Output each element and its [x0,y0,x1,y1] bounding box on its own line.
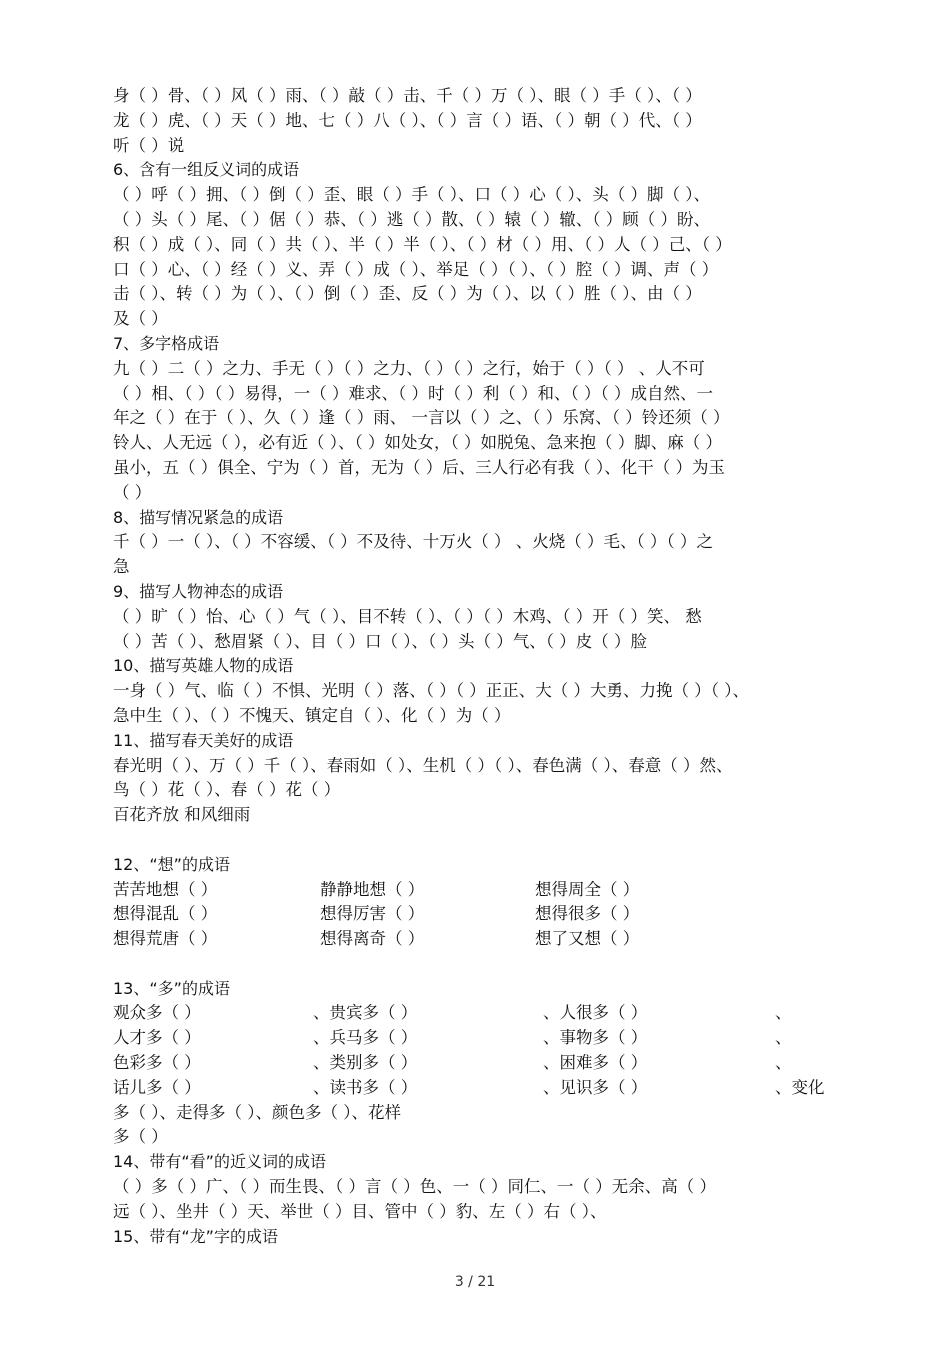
fill-in-item: 、贵宾多（ ） [313,1003,418,1023]
text-line: 一身（ ）气、临（ ）不惧、光明（ ）落、（ ）（ ）正正、大（ ）大勇、力挽（ ）（ ）、 [113,681,749,701]
page-number: 3 / 21 [454,1274,496,1290]
section-13-row [113,1051,837,1076]
fill-in-item: 、 [775,1003,792,1023]
fill-in-item: 、困难多（ ） [543,1053,648,1073]
section-12-title: 12、“想”的成语 [113,854,230,874]
idiom-list [113,84,837,828]
section-12-row [113,878,837,903]
spacer [113,828,837,853]
text-line: 鸟（ ）花（ ）、春（ ）花（ ） [113,780,341,800]
section-13-row [113,1001,837,1026]
fill-in-item: 人才多（ ） [113,1028,201,1048]
text-line: 虽小，五（ ）俱全、宁为（ ）首，无为（ ）后、三人行必有我（ ）、化干（ ）为玉 [113,457,725,477]
text-line: 及（ ） [113,309,168,329]
section-15-title: 15、带有“龙”字的成语 [113,1226,278,1246]
fill-in-item: 、兵马多（ ） [313,1028,418,1048]
text-line: 九（ ）二（ ）之力、手无（ ）（ ）之力、（ ）（ ）之行，始于（ ）（ ） 、人不可 [113,358,705,378]
section-12-table [113,878,837,952]
section-13-row [113,1076,837,1101]
fill-in-item: 、 [775,1028,792,1048]
text-line: 急 [113,557,130,577]
fill-in-item: 话儿多（ ） [113,1077,201,1097]
text-line: 身（ ）骨、（ ）风（ ）雨、（ ）敲（ ）击、千（ ）万（ ）、眼（ ）手（ ）、（ ） [113,86,702,105]
section-14-title: 14、带有“看”的近义词的成语 [113,1152,326,1172]
text-line: 百花齐放 和风细雨 [113,805,251,825]
text-line: 春光明（ ）、万（ ）千（ ）、春雨如（ ）、生机（ ）（ ）、春色满（ ）、春意（ ）然、 [113,755,733,775]
spacer [113,952,837,977]
fill-in-item: 想得厉害（ ） [320,904,425,924]
fill-in-item: 、人很多（ ） [543,1003,648,1023]
fill-in-item: 、读书多（ ） [313,1077,418,1097]
section-title: 7、多字格成语 [113,333,220,353]
section-12-row [113,902,837,927]
text-line: 年之（ ）在于（ ）、久（ ）逢（ ）雨、 一言以（ ）之、（ ）乐窝、（ ）铃还须（ ） [113,408,730,428]
fill-in-item: 、类别多（ ） [313,1053,418,1073]
fill-in-item: 静静地想（ ） [320,879,425,899]
fill-in-item: 、变化 [775,1077,825,1097]
document-body [113,84,837,1249]
section-title: 10、描写英雄人物的成语 [113,656,294,676]
section-title: 11、描写春天美好的成语 [113,730,294,750]
section-14-line: 远（ ）、坐井（ ）天、举世（ ）目、管中（ ）豹、左（ ）右（ ）、 [113,1201,607,1221]
fill-in-item: 苦苦地想（ ） [113,879,218,899]
fill-in-item: 观众多（ ） [113,1003,201,1023]
text-line: 积（ ）成（ ）、同（ ）共（ ）、半（ ）半（ ）、（ ）材（ ）用、（ ）人（ ）己、（ ） [113,234,732,254]
fill-in-item: 、见识多（ ） [543,1077,648,1097]
section-13-tail-line: 多（ ）、走得多（ ）、颜色多（ ）、花样 [113,1102,401,1122]
fill-in-item: 色彩多（ ） [113,1053,201,1073]
fill-in-item: 、 [775,1053,792,1073]
fill-in-item: 想得周全（ ） [535,879,640,899]
text-line: （ ）旷（ ）怡、心（ ）气（ ）、目不转（ ）、（ ）（ ）木鸡、（ ）开（ ）笑、 愁 [113,606,702,626]
section-14-line: （ ）多（ ）广、（ ）而生畏、（ ）言（ ）色、一（ ）同仁、一（ ）无余、高（ ） [113,1177,716,1197]
text-line: 千（ ）一（ ）、（ ）不容缓、（ ）不及待、十万火（ ） 、火烧（ ）毛、（ ）（ ）之 [113,532,713,552]
text-line: （ ）相、（ ）（ ）易得，一（ ）难求、（ ）时（ ）利（ ）和、（ ）（ ）成自然、一 [113,383,713,403]
section-13-row [113,1026,837,1051]
fill-in-item: 想得混乱（ ） [113,904,218,924]
section-title: 8、描写情况紧急的成语 [113,507,284,527]
section-title: 6、含有一组反义词的成语 [113,160,300,180]
section-13-title: 13、“多”的成语 [113,978,230,998]
text-line: （ ） [113,482,152,502]
section-13-table [113,1001,837,1100]
text-line: 龙（ ）虎、（ ）天（ ）地、七（ ）八（ ）、（ ）言（ ）语、（ ）朝（ ）代、（ ） [113,110,702,130]
section-title: 9、描写人物神态的成语 [113,581,284,601]
section-13-tail-line: 多（ ） [113,1127,168,1147]
text-line: 急中生（ ）、（ ）不愧天、镇定自（ ）、化（ ）为（ ） [113,705,511,725]
text-line: 听（ ）说 [113,135,185,155]
text-line: 击（ ）、转（ ）为（ ）、（ ）倒（ ）歪、反（ ）为（ ）、以（ ）胜（ ）、由（ ） [113,284,702,304]
fill-in-item: 想得很多（ ） [535,904,640,924]
text-line: （ ）头（ ）尾、（ ）倨（ ）恭、（ ）逃（ ）散、（ ）辕（ ）辙、（ ）顾（ ）盼、 [113,209,710,229]
text-line: （ ）苦（ ）、愁眉紧（ ）、目（ ）口（ ）、（ ）头（ ）气、（ ）皮（ ）脸 [113,631,647,651]
fill-in-item: 想得荒唐（ ） [113,929,218,949]
fill-in-item: 、事物多（ ） [543,1028,648,1048]
text-line: （ ）呼（ ）拥、（ ）倒（ ）歪、眼（ ）手（ ）、口（ ）心（ ）、头（ ）脚（ ）、 [113,185,710,205]
fill-in-item: 想得离奇（ ） [320,929,425,949]
section-12-row [113,927,837,952]
text-line: 铃人、人无远（ ），必有近（ ）、（ ）如处女，（ ）如脱兔、急来抱（ ）脚、麻（ ） [113,433,722,453]
fill-in-item: 想了又想（ ） [535,929,640,949]
text-line: 口（ ）心、（ ）经（ ）义、弄（ ）成（ ）、举足（ ）（ ）、（ ）腔（ ）调、声（ ） [113,259,719,279]
